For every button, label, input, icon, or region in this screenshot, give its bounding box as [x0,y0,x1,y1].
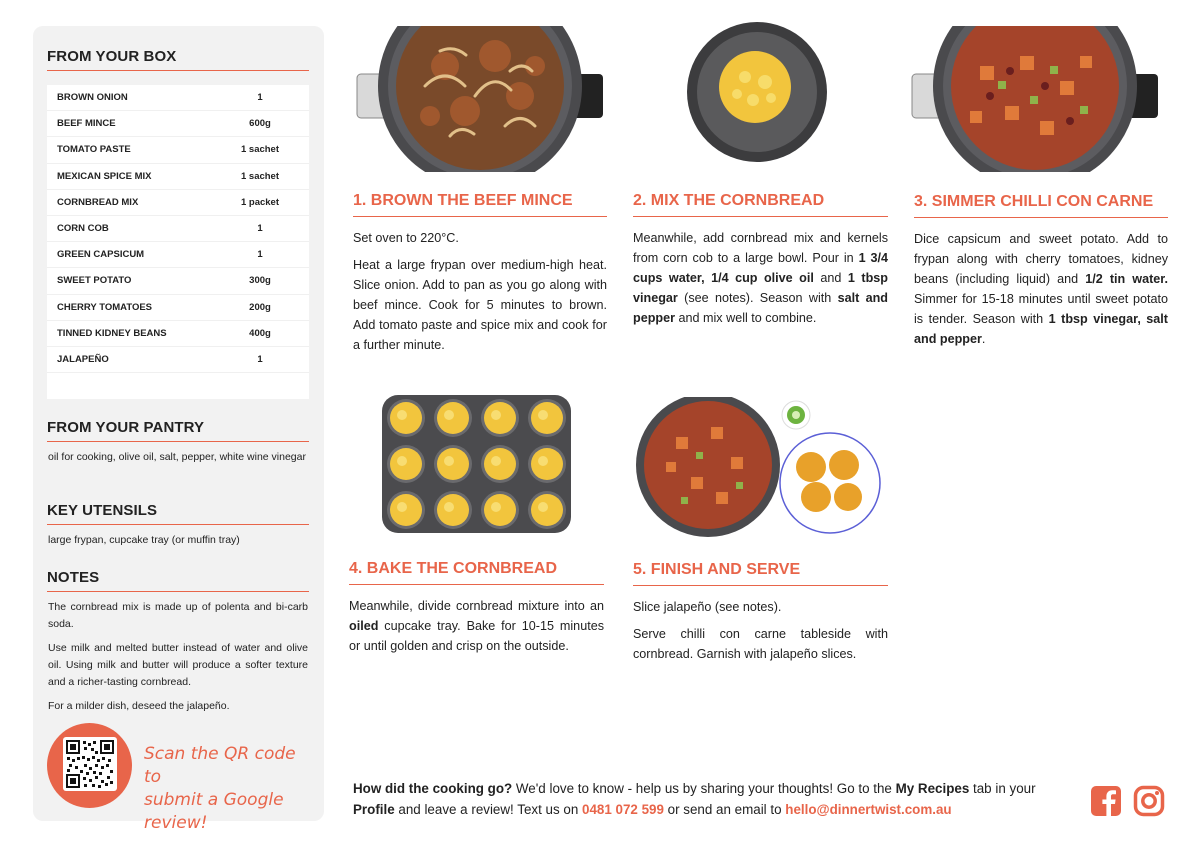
ingredient-name: TINNED KIDNEY BEANS [57,327,167,339]
instagram-icon[interactable] [1133,785,1165,817]
utensils-rule [47,524,309,525]
ingredient-name: TOMATO PASTE [57,144,131,156]
ingredient-row [47,321,309,347]
ingredient-table [47,85,309,399]
step-3-title: 3. SIMMER CHILLI CON CARNE [914,193,1154,210]
ingredient-row [47,347,309,373]
step-1-para-2: Heat a large frypan over medium-high heat. Slice onion. Add to pan as you go along with beef mince. Cook for 5 minutes to brown. Add tomato paste and spice mix and cook for a further minute. [353,258,607,352]
step-2-photo [685,22,830,162]
step-4-para: Meanwhile, divide cornbread mixture into an oiled cupcake tray. Bake for 10-15 minutes or until golden and crisp on the outside. [349,599,604,653]
step-3-para: Dice capsicum and sweet potato. Add to frypan along with cherry tomatoes, kidney beans (including liquid) and 1/2 tin water. Simmer for 15-18 minutes until sweet potato is tender. Season with 1 tbsp vinegar, salt and pepper. [914,232,1169,346]
review-footer: How did the cooking go? We'd love to know - help us by sharing your thoughts! Go to the My Recipes tab in your Profile and leave a review! Text us on 0481 072 599 or send an email to hello@dinnertwist.com.au [353,781,1036,817]
step-5-para-2: Serve chilli con carne tableside with cornbread. Garnish with jalapeño slices. [633,627,888,661]
ingredient-row [47,268,309,294]
ingredient-qty: 300g [249,275,271,287]
facebook-icon[interactable] [1090,785,1122,817]
step-3-photo [910,26,1160,172]
ingredient-row [47,85,309,111]
ingredient-qty: 1 [257,249,263,261]
pantry-rule [47,441,309,442]
qr-caption-line-1: Scan the QR code to [144,744,296,787]
step-5-text [633,597,888,671]
step-1-rule [353,216,607,217]
ingredient-row [47,295,309,321]
step-1-para-1: Set oven to 220°C. [353,231,459,245]
note-1: The cornbread mix is made up of polenta and bi-carb soda. [48,601,308,630]
phone-link[interactable]: 0481 072 599 [582,802,664,817]
step-2-title: 2. MIX THE CORNBREAD [633,192,825,209]
ingredient-qty: 1 [257,223,263,235]
email-link[interactable]: hello@dinnertwist.com.au [785,802,952,817]
step-5-para-1: Slice jalapeño (see notes). [633,600,782,614]
ingredient-row [47,216,309,242]
ingredient-name: MEXICAN SPICE MIX [57,170,152,182]
step-1-photo [355,26,605,172]
step-4-title: 4. BAKE THE CORNBREAD [349,560,558,577]
note-2: Use milk and melted butter instead of water and olive oil. Using milk and butter will produce a softer texture and a richer-tasting cornbread. [48,642,308,688]
utensils-title: KEY UTENSILS [47,502,158,519]
ingredient-row [47,242,309,268]
step-2-rule [633,216,888,217]
ingredient-name: GREEN CAPSICUM [57,249,145,261]
qr-caption [144,743,314,835]
ingredient-qty: 1 [257,92,263,104]
step-2-para: Meanwhile, add cornbread mix and kernels from corn cob to a large bowl. Pour in 1 3/4 cups water, 1/4 cup olive oil and 1 tbsp vinegar (see notes). Season with salt and pepper and mix well to combine. [633,231,889,325]
ingredient-qty: 400g [249,327,271,339]
qr-code-icon [66,740,114,788]
ingredient-name: CORNBREAD MIX [57,196,139,208]
qr-code[interactable] [63,737,117,791]
qr-badge [47,723,132,808]
ingredient-row [47,111,309,137]
box-rule [47,70,309,71]
step-3-text [914,229,1168,356]
pantry-text: oil for cooking, olive oil, salt, pepper, white wine vinegar [48,451,306,463]
ingredient-name: JALAPEÑO [57,353,109,365]
ingredient-name: CORN COB [57,223,109,235]
step-3-rule [914,217,1168,218]
step-2-text [633,228,888,335]
pantry-title: FROM YOUR PANTRY [47,419,205,436]
ingredient-qty: 1 [257,353,263,365]
step-5-title: 5. FINISH AND SERVE [633,561,801,578]
step-4-rule [349,584,604,585]
ingredient-name: BEEF MINCE [57,118,116,130]
box-title: FROM YOUR BOX [47,48,177,65]
ingredient-name: BROWN ONION [57,92,128,104]
qr-caption-line-2: submit a Google review! [144,790,284,833]
ingredient-name: CHERRY TOMATOES [57,301,153,313]
profile-link[interactable]: Profile [353,802,395,817]
step-4-photo [380,393,573,535]
step-5-rule [633,585,888,586]
step-4-text [349,596,604,663]
sidebar [33,26,324,833]
ingredient-row [47,190,309,216]
ingredient-qty: 200g [249,301,271,313]
footer-lead: How did the cooking go? [353,781,513,796]
ingredient-qty: 600g [249,118,271,130]
my-recipes-link[interactable]: My Recipes [895,781,970,796]
step-1-title: 1. BROWN THE BEEF MINCE [353,192,573,209]
ingredient-row [47,164,309,190]
ingredient-qty: 1 packet [240,196,280,208]
notes-rule [47,591,309,592]
step-5-photo [636,397,882,537]
ingredient-qty: 1 sachet [240,170,280,182]
ingredient-qty: 1 sachet [240,144,280,156]
note-3: For a milder dish, deseed the jalapeño. [48,700,230,712]
utensils-text: large frypan, cupcake tray (or muffin tray) [48,534,240,546]
ingredient-row [47,137,309,163]
step-1-text [353,228,607,362]
notes-title: NOTES [47,569,100,586]
ingredient-name: SWEET POTATO [57,275,132,287]
